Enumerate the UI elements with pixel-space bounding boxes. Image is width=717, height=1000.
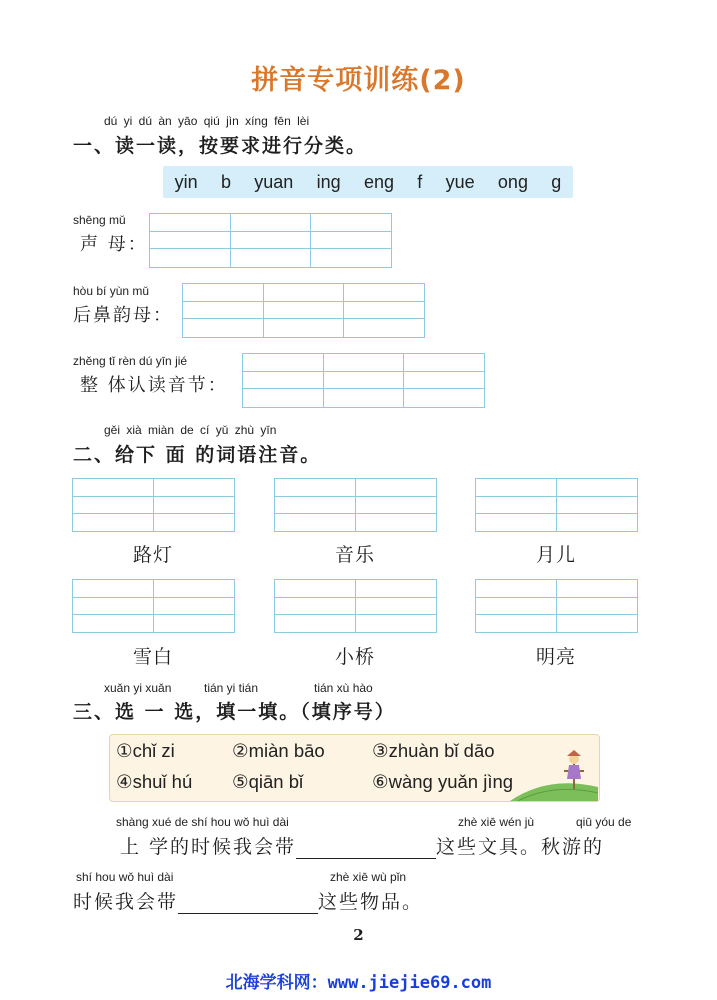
line1-pinyin-c: qiū yóu de bbox=[576, 815, 632, 829]
writing-grid-back-nasal[interactable] bbox=[182, 283, 425, 338]
section2-pinyin: gěi xià miàn de cí yǔ zhù yīn bbox=[104, 423, 277, 437]
syllable: f bbox=[417, 171, 423, 192]
line1-pinyin-b: zhè xiē wén jù bbox=[458, 815, 535, 829]
word: 明亮 bbox=[535, 646, 576, 668]
pinyin-grid[interactable] bbox=[475, 579, 638, 633]
grid-cell[interactable] bbox=[476, 580, 556, 632]
row-label-whole-syllables: 整 体认读音节： bbox=[80, 375, 228, 396]
grid-cell[interactable] bbox=[73, 479, 153, 531]
row-pinyin-back-nasal: hòu bí yùn mǔ bbox=[73, 284, 150, 298]
syllable: ing bbox=[316, 171, 341, 192]
footer-site-name: 北海学科网： bbox=[225, 973, 328, 993]
answer-blank-1[interactable] bbox=[296, 840, 436, 859]
grid-cell[interactable] bbox=[355, 580, 436, 632]
row-pinyin-initials: shēng mǔ bbox=[73, 213, 126, 227]
grid-cell[interactable] bbox=[243, 354, 323, 407]
grid-cell[interactable] bbox=[556, 580, 637, 632]
section3-pinyin-c: tián xù hào bbox=[314, 681, 373, 695]
section3-heading: 三、选 一 选，填一填。（填序号） bbox=[73, 701, 396, 723]
grid-cell[interactable] bbox=[355, 479, 436, 531]
scarecrow-hill-illustration bbox=[508, 747, 598, 801]
grid-cell[interactable] bbox=[275, 479, 355, 531]
pinyin-grid[interactable] bbox=[274, 478, 437, 532]
grid-cell[interactable] bbox=[310, 214, 391, 267]
syllable: yuan bbox=[254, 171, 294, 192]
syllable: b bbox=[220, 171, 231, 192]
options-box bbox=[109, 734, 600, 802]
pinyin-grid[interactable] bbox=[72, 478, 235, 532]
fill-sentence-1 bbox=[120, 832, 604, 859]
word: 小桥 bbox=[334, 646, 375, 668]
grid-cell[interactable] bbox=[230, 214, 311, 267]
answer-blank-2[interactable] bbox=[178, 895, 318, 914]
grid-cell[interactable] bbox=[263, 284, 344, 337]
grid-cell[interactable] bbox=[556, 479, 637, 531]
syllable: yin bbox=[174, 171, 198, 192]
grid-cell[interactable] bbox=[476, 479, 556, 531]
pinyin-grid[interactable] bbox=[72, 579, 235, 633]
grid-cell[interactable] bbox=[153, 479, 234, 531]
section2-heading: 二、给下 面 的词语注音。 bbox=[73, 444, 322, 466]
pinyin-grid[interactable] bbox=[274, 579, 437, 633]
syllable: eng bbox=[363, 171, 394, 192]
option-6: ⑥wàng yuǎn jìng bbox=[372, 771, 514, 792]
option-2: ②miàn bāo bbox=[232, 740, 325, 761]
grid-cell[interactable] bbox=[150, 214, 230, 267]
row-label-initials: 声 母： bbox=[80, 234, 148, 255]
section3-pinyin-a: xuǎn yi xuǎn bbox=[104, 681, 172, 695]
grid-cell[interactable] bbox=[183, 284, 263, 337]
syllable: g bbox=[551, 171, 562, 192]
option-1: ①chǐ zi bbox=[116, 740, 175, 761]
grid-cell[interactable] bbox=[153, 580, 234, 632]
grid-cell[interactable] bbox=[323, 354, 404, 407]
grid-cell[interactable] bbox=[275, 580, 355, 632]
sentence-2-start: 时候我会带 bbox=[73, 891, 179, 913]
line2-pinyin-a: shí hou wǒ huì dài bbox=[76, 870, 174, 884]
grid-cell[interactable] bbox=[403, 354, 484, 407]
fill-sentence-2 bbox=[73, 887, 423, 914]
word: 雪白 bbox=[132, 646, 173, 668]
page-number: 2 bbox=[353, 926, 364, 944]
syllable-band bbox=[163, 166, 573, 198]
writing-grid-initials[interactable] bbox=[149, 213, 392, 268]
row-label-back-nasal: 后鼻韵母： bbox=[73, 305, 173, 326]
row-pinyin-whole-syllables: zhěng tǐ rèn dú yīn jié bbox=[73, 354, 188, 368]
line1-pinyin-a: shàng xué de shí hou wǒ huì dài bbox=[116, 815, 289, 829]
writing-grid-whole-syllables[interactable] bbox=[242, 353, 485, 408]
sentence-2-end: 这些物品。 bbox=[318, 891, 424, 913]
footer-watermark bbox=[0, 968, 717, 993]
section1-pinyin: dú yi dú àn yāo qiú jìn xíng fēn lèi bbox=[104, 114, 310, 128]
footer-url[interactable]: www.jiejie69.com bbox=[327, 973, 492, 993]
page-title: 拼音专项训练(2) bbox=[251, 65, 466, 96]
section3-pinyin-b: tián yi tián bbox=[204, 681, 259, 695]
grid-cell[interactable] bbox=[343, 284, 424, 337]
sentence-1-start: 上 学的时候我会带 bbox=[120, 836, 297, 858]
syllable: ong bbox=[497, 171, 528, 192]
option-3: ③zhuàn bǐ dāo bbox=[372, 740, 495, 761]
option-4: ④shuǐ hú bbox=[116, 771, 193, 792]
sentence-1-end: 这些文具。秋游的 bbox=[436, 836, 605, 858]
word: 音乐 bbox=[334, 544, 375, 566]
option-5: ⑤qiān bǐ bbox=[232, 771, 304, 792]
word: 月儿 bbox=[535, 544, 576, 566]
syllable: yue bbox=[445, 171, 475, 192]
grid-cell[interactable] bbox=[73, 580, 153, 632]
section1-heading: 一、读一读，按要求进行分类。 bbox=[73, 135, 368, 157]
pinyin-grid[interactable] bbox=[475, 478, 638, 532]
line2-pinyin-b: zhè xiē wù pǐn bbox=[330, 870, 407, 884]
word: 路灯 bbox=[132, 544, 173, 566]
